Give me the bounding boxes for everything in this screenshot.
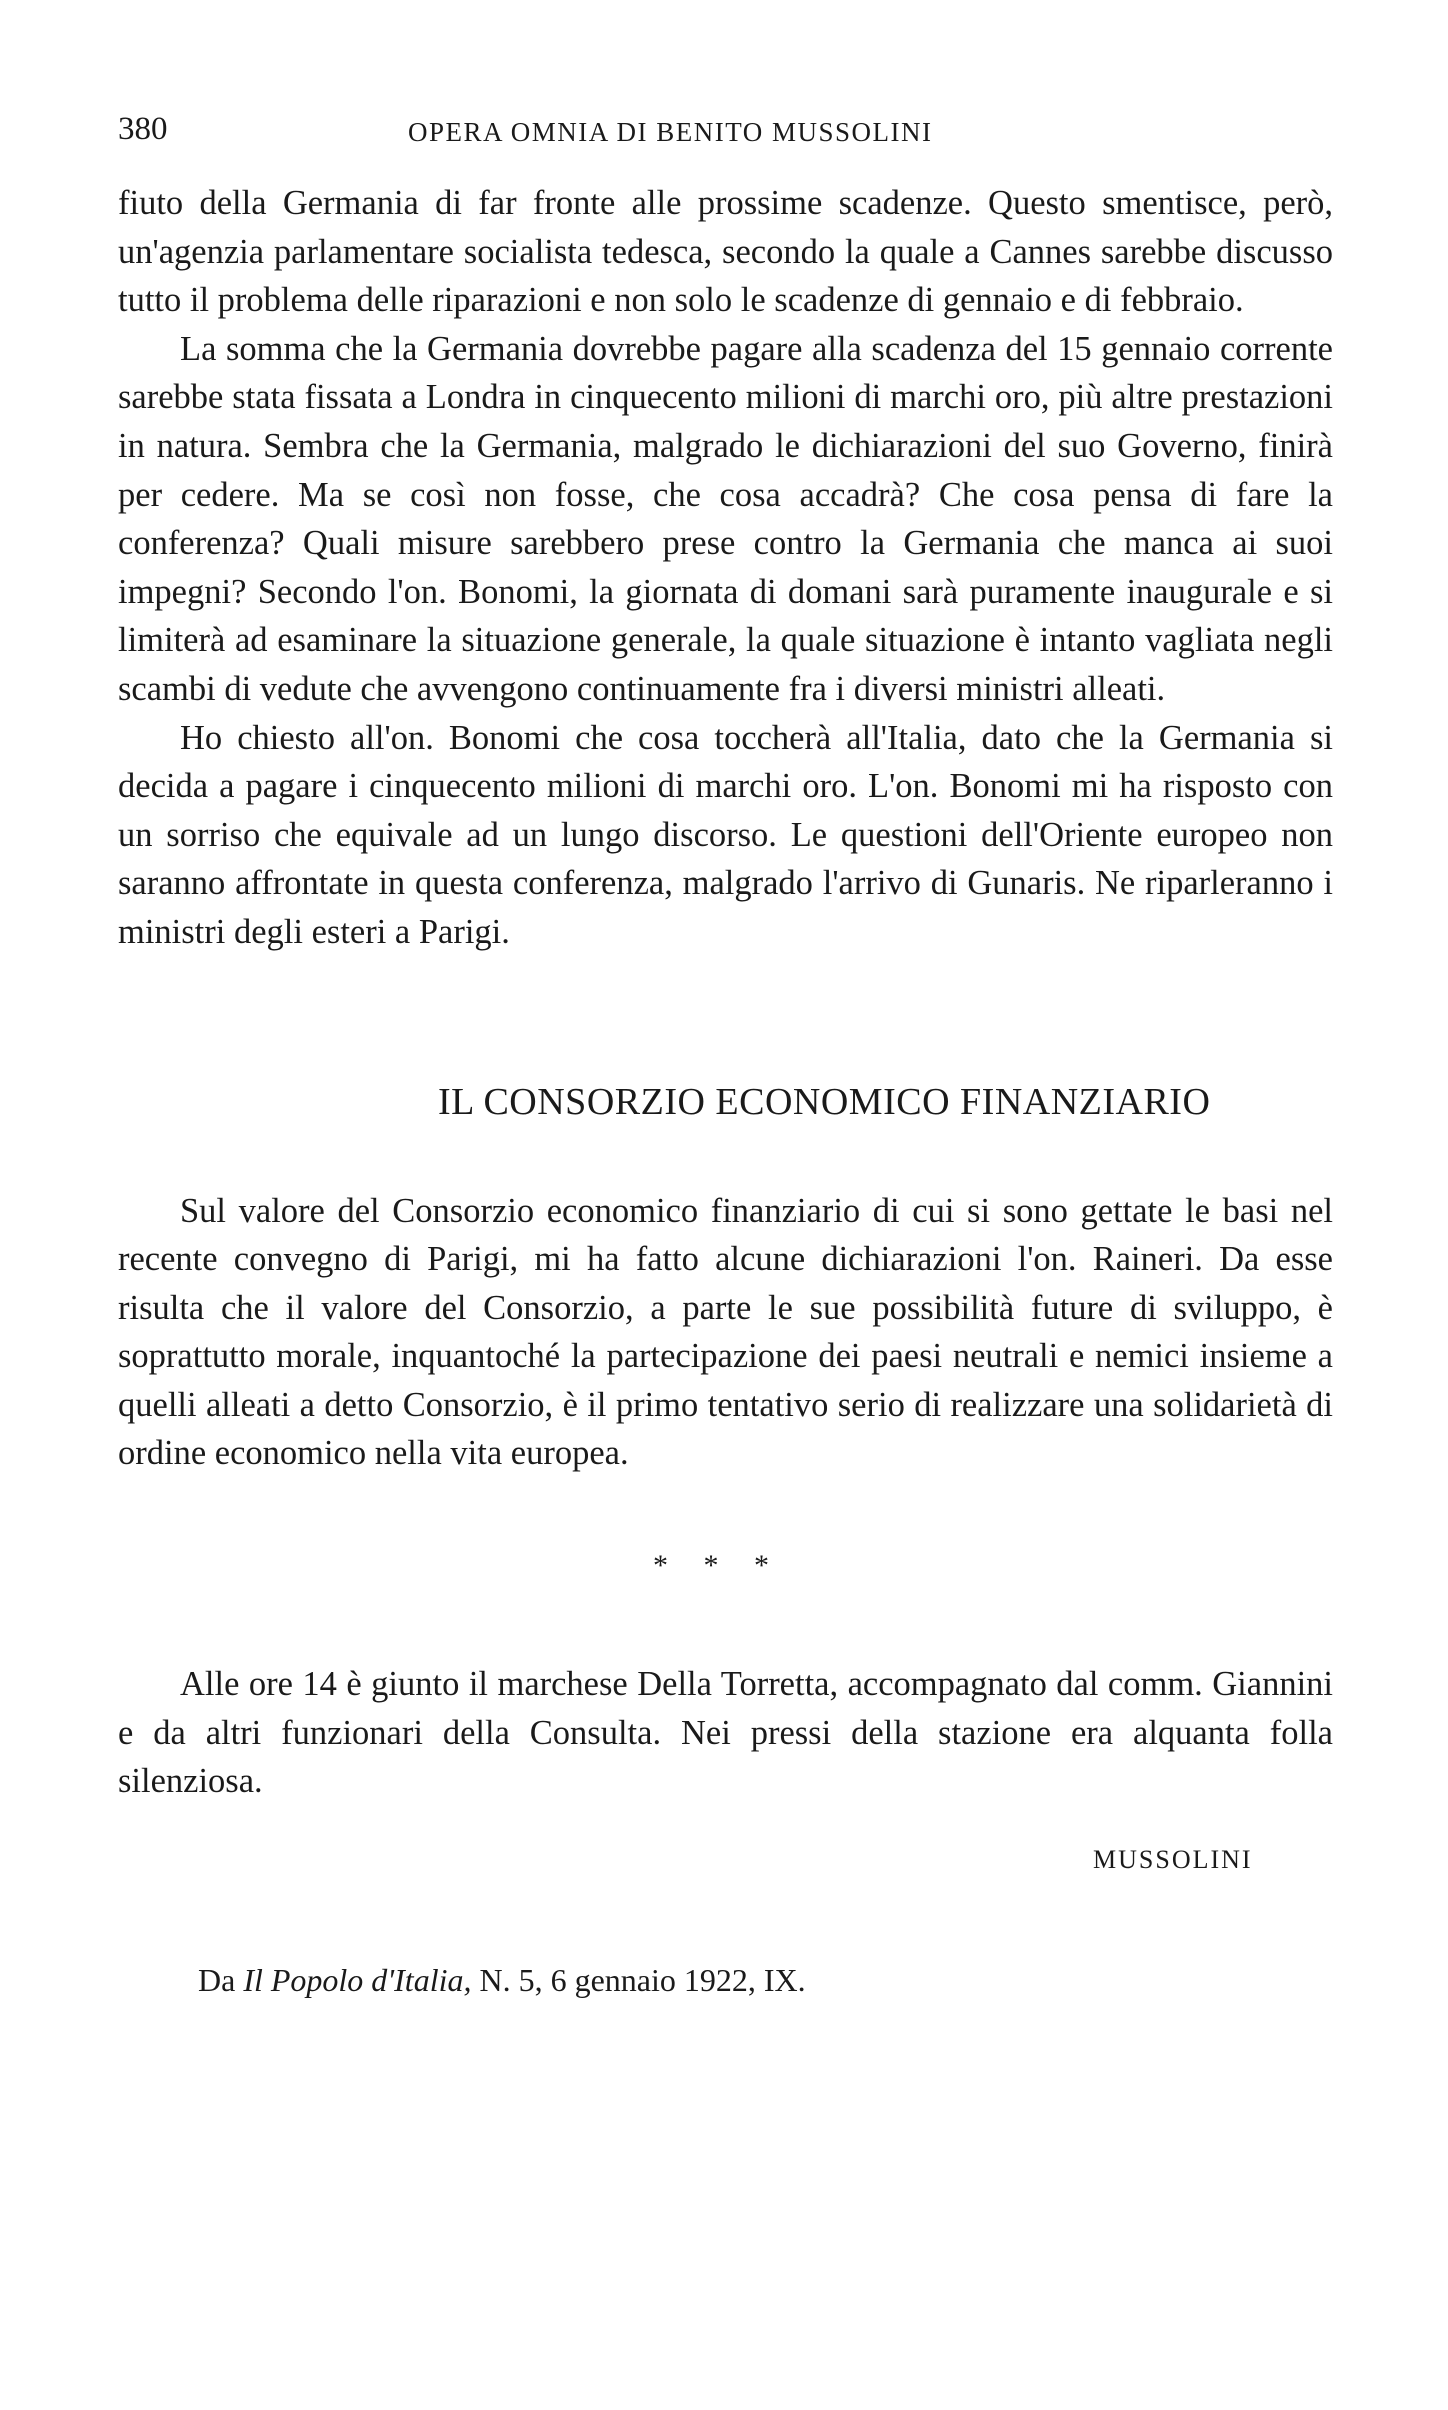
paragraph-bonomi-interview: Ho chiesto all'on. Bonomi che cosa toccherà all'Italia, dato che la Germania si decida a pagare i cinquecento milioni di marchi oro. L'on. Bonomi mi ha risposto con un sorriso che equivale ad un lungo discorso. Le questioni dell'Oriente europeo non saranno affrontate in questa conferenza, malgrado l'arrivo di Gunaris. Ne riparleranno i ministri degli esteri a Parigi. <box>118 718 1333 951</box>
book-page <box>118 95 1333 2000</box>
paragraph-germany-payment: La somma che la Germania dovrebbe pagare alla scadenza del 15 gennaio corrente sarebbe stata fissata a Londra in cinquecento milioni di marchi oro, più altre prestazioni in natura. Sembra che la Germania, malgrado le dichiarazioni del suo Governo, finirà per cedere. Ma se così non fosse, che cosa accadrà? Che cosa pensa di fare la conferenza? Quali misure sarebbero prese contro la Germania che manca ai suoi impegni? Secondo l'on. Bonomi, la giornata di domani sarà puramente inaugurale e si limiterà ad esaminare la situazione generale, la quale situazione è intanto vagliata negli scambi di vedute che avvengono continuamente fra i diversi ministri alleati. <box>118 329 1333 708</box>
page-number: 380 <box>118 111 168 147</box>
running-head <box>118 95 1333 155</box>
section-heading: IL CONSORZIO ECONOMICO FINANZIARIO <box>438 1080 1211 1123</box>
source-citation <box>198 1960 1333 2000</box>
running-head-title: OPERA OMNIA DI BENITO MUSSOLINI <box>408 117 933 147</box>
paragraph-closing: Alle ore 14 è giunto il marchese Della Torretta, accompagnato dal comm. Giannini e da altri funzionari della Consulta. Nei pressi della stazione era alquanta folla silenziosa. <box>118 1665 1333 1801</box>
section-separator: * * * <box>653 1549 783 1583</box>
paragraph-continued: fiuto della Germania di far fronte alle prossime scadenze. Questo smentisce, però, un'agenzia parlamentare socialista tedesca, secondo la quale a Cannes sarebbe discusso tutto il problema delle riparazioni e non solo le scadenze di gennaio e di febbraio. <box>118 184 1333 320</box>
source-details: N. 5, 6 gennaio 1922, IX. <box>479 1961 806 1998</box>
source-newspaper: Il Popolo d'Italia, <box>243 1961 472 1998</box>
author-signature: MUSSOLINI <box>1093 1844 1253 1874</box>
paragraph-consorzio: Sul valore del Consorzio economico finanziario di cui si sono gettate le basi nel recente convegno di Parigi, mi ha fatto alcune dichiarazioni l'on. Raineri. Da esse risulta che il valore del Consorzio, a parte le sue possibilità future di sviluppo, è soprattutto morale, inquantoché la partecipazione dei paesi neutrali e nemici insieme a quelli alleati a detto Consorzio, è il primo tentativo serio di realizzare una solidarietà di ordine economico nella vita europea. <box>118 1191 1333 1473</box>
source-prefix: Da <box>198 1961 236 1998</box>
